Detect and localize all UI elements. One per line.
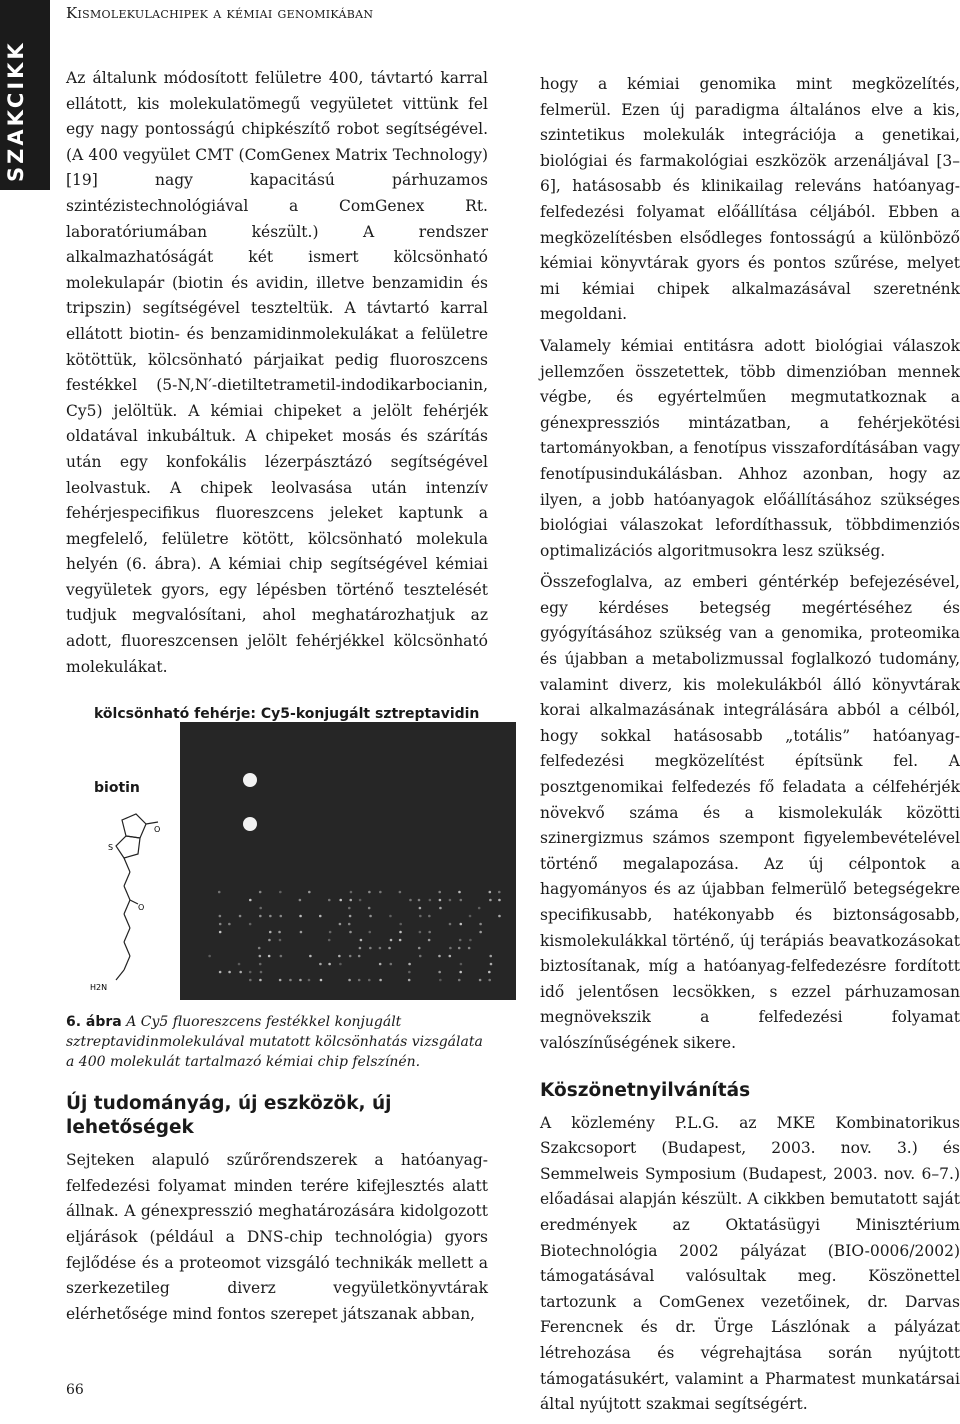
chip-spot xyxy=(448,955,451,958)
chip-spot xyxy=(359,899,362,902)
chip-spot xyxy=(259,915,262,918)
chip-spot xyxy=(299,915,302,918)
chip-spot xyxy=(379,963,382,966)
chip-spot xyxy=(449,899,452,902)
chip-spot xyxy=(259,907,262,910)
chip-spot xyxy=(489,899,492,902)
chip-spot xyxy=(368,907,371,910)
chip-spot xyxy=(219,971,222,974)
chip-spot xyxy=(258,947,261,950)
chip-spot xyxy=(408,963,411,966)
figure-title: kölcsönható fehérje: Cy5-konjugált sztreptavidin xyxy=(94,706,480,723)
chip-spot xyxy=(299,979,302,982)
chip-spot xyxy=(379,947,382,950)
chip-spot xyxy=(249,971,252,974)
chip-spot xyxy=(399,931,402,934)
chip-spot xyxy=(339,899,342,902)
chip-spot xyxy=(339,963,342,966)
chip-spot xyxy=(460,963,463,966)
chip-spot xyxy=(358,979,361,982)
chip-spot xyxy=(328,939,331,942)
svg-text:S: S xyxy=(108,843,114,853)
chip-spot xyxy=(289,979,292,982)
biotin-structure-icon xyxy=(88,806,168,996)
chip-spot xyxy=(339,923,342,926)
chip-spot xyxy=(350,891,353,894)
chip-spot xyxy=(428,931,431,934)
chip-spot xyxy=(439,907,442,910)
figure-caption xyxy=(66,1012,488,1072)
chip-spot xyxy=(249,899,252,902)
chip-spot xyxy=(379,979,382,982)
caption-label: 6. ábra xyxy=(66,1014,122,1031)
chip-spot xyxy=(498,891,501,894)
chip-spot xyxy=(478,907,481,910)
chip-spot xyxy=(439,899,442,902)
chip-spot xyxy=(308,979,311,982)
chip-spot xyxy=(279,915,282,918)
chip-spot xyxy=(479,923,482,926)
chip-spot xyxy=(368,931,371,934)
chip-spots xyxy=(180,722,516,1000)
chip-spot xyxy=(449,947,452,950)
chip-spot xyxy=(389,915,392,918)
chip-spot xyxy=(268,939,271,942)
chip-spot xyxy=(269,931,272,934)
chip-spot xyxy=(300,931,303,934)
chip-spot xyxy=(368,979,371,982)
left-paragraph-2: Sejteken alapuló szűrőrendszerek a hatóanyag-felfedezési folyamat minden terére kifejlesztés alatt állnak. A génexpresszió meghatározására kidolgozott eljárások (például a DNS-chip technológia) gyors fejlődése és a proteomot vizsgáló technikák mellett a szerkezetileg diverz vegyületkönyvtárak elérhetősége mind fontos szerepet játszanak abban, xyxy=(66,1151,488,1323)
chip-spot xyxy=(389,963,392,966)
figure-6 xyxy=(66,702,480,1002)
chip-spot xyxy=(458,891,461,894)
chip-spot xyxy=(309,955,312,958)
chip-spot xyxy=(369,947,372,950)
acknowledgements-heading: Köszönetnyilvánítás xyxy=(540,1079,751,1101)
chip-spot xyxy=(489,955,492,958)
section-tab-label: SZAKCIKK xyxy=(4,40,28,182)
caption-text: A Cy5 fluoreszcens festékkel konjugált sztreptavidinmolekulával mutatott kölcsönhatás vizsgálata a 400 molekulát tartalmazó kémiai chip felszínén. xyxy=(66,1014,483,1071)
chip-spot xyxy=(348,923,351,926)
chip-spot xyxy=(418,947,421,950)
chip-spot xyxy=(459,923,462,926)
chip-scan-image xyxy=(180,722,516,1000)
chip-spot xyxy=(419,955,422,958)
positive-spot xyxy=(243,773,257,787)
chip-spot xyxy=(219,915,222,918)
chip-spot xyxy=(428,915,431,918)
chip-spot xyxy=(458,979,461,982)
chip-spot xyxy=(408,979,411,982)
chip-spot xyxy=(428,939,431,942)
chip-spot xyxy=(360,939,363,942)
chip-spot xyxy=(228,923,231,926)
biotin-label: biotin xyxy=(94,780,140,797)
chip-spot xyxy=(468,947,471,950)
chip-spot xyxy=(249,923,252,926)
chip-spot xyxy=(218,891,221,894)
right-column xyxy=(540,72,960,1424)
chip-spot xyxy=(419,931,422,934)
chip-spot xyxy=(268,955,271,958)
chip-spot xyxy=(349,899,352,902)
chip-spot xyxy=(228,971,231,974)
chip-spot xyxy=(208,955,211,958)
chip-spot xyxy=(408,971,411,974)
chip-spot xyxy=(498,899,501,902)
chip-spot xyxy=(498,915,501,918)
chip-spot xyxy=(259,891,262,894)
chip-spot xyxy=(439,979,442,982)
chip-spot xyxy=(328,963,331,966)
chip-spot xyxy=(219,923,222,926)
chip-spot xyxy=(399,923,402,926)
chip-spot xyxy=(479,979,482,982)
running-title: Kismolekulachipek a kémiai genomikában xyxy=(66,4,374,22)
chip-spot xyxy=(279,979,282,982)
right-paragraph-1: hogy a kémiai genomika mint megközelítés, felmerül. Ezen új paradigma általános elve a kis, szintetikus molekulák integrációja a genetikai, biológiai és farmakológiai eszközök arzenáljával [3–6], hatásosabb és klinikailag releváns hatóanyag-felfedezési folyamat előállítása céljából. Ebben a megközelítésben elsődleges fontosságú a különböző kémiai könyvtárak gyors és pontos szűrése, melyet mi kémiai chipek alkalmazásával szeretnénk megoldani. xyxy=(540,75,960,324)
chip-spot xyxy=(219,931,222,934)
chip-spot xyxy=(390,939,393,942)
right-paragraph-4: A közlemény P.L.G. az MKE Kombinatorikus Szakcsoport (Budapest, 2003. nov. 3.) és Semmelweis Symposium (Budapest, 2003. nov. 6–7.) előadásai alapján készült. A cikkben bemutatott saját eredmények az Oktatásügyi Minisztérium Biotechnológia 2002 pályázat (BIO-0006/2002) támogatásával valósultak meg. Köszönettel tartozunk a ComGenex vezetőinek, dr. Darvas Ferencnek és dr. Ürge Lászlónak a pályázat létrehozása és végrehajtása során nyújtott támogatásukért, valamint a Pharmatest munkatársai által nyújtott szakmai segítségért. xyxy=(540,1113,960,1414)
chip-spot xyxy=(280,955,283,958)
chip-spot xyxy=(299,899,302,902)
chip-spot xyxy=(379,891,382,894)
chip-spot xyxy=(239,971,242,974)
chip-spot xyxy=(369,915,372,918)
chip-spot xyxy=(388,947,391,950)
right-paragraph-3: Összefoglalva, az emberi géntérkép befejezésével, egy kérdéses betegség megértéséhez és gyógyításához szükség van a genomika, proteomika és újabban a metabolizmussal foglalkozó tudomány, valamint diverz, kis molekulákból álló könyvtárak korai alkalmazásának integrálására abból a célból, hogy sokkal hatásosabb „totális” hatóanyag-felfedezési megközelítést építsünk fel. A posztgenomikai felfedezés fő feladata a célfehérjék növekvő száma és a kismolekulák közötti szinergizmus számos szempont figyelembevételével történő megalapozása. Az új célpontok a hagyományos és az újabban felmerülő betegségekre specifikusabb, hatékonyabb és biztonságosabb, kismolekulákkal történő, új terápiás beavatkozásokat biztosítanak, míg a hatóanyag-felfedezésre fordított idő jelentősen lecsökken, s ezzel párhuzamosan megnövekszik a felfedezési folyamat valószínűségének sikere. xyxy=(540,573,960,1052)
chip-spot xyxy=(458,947,461,950)
page-number: 66 xyxy=(66,1382,84,1398)
right-paragraph-2: Valamely kémiai entitásra adott biológiai válaszok jellemzően összetettek, több dimenzióban mennek végbe, és egyértelműen megmutatkoznak a génexpressziós mintázatban, a fehérjekötési tartományokban, a fenotípus visszafordításában vagy fenotípusindukálásban. Ahhoz azonban, hogy az ilyen, a jobb hatóanyagok előállításához szükséges biológiai válaszokat lefordíthassuk, többdimenziós optimalizációs algoritmusokra lesz szükség. xyxy=(540,336,960,560)
chip-spot xyxy=(278,931,281,934)
chip-spot xyxy=(409,899,412,902)
chip-spot xyxy=(399,891,402,894)
amine-label: H2N xyxy=(90,983,108,993)
chip-spot xyxy=(239,915,242,918)
chip-spot xyxy=(368,891,371,894)
chip-spot xyxy=(319,915,322,918)
chip-spot xyxy=(249,979,252,982)
chip-spot xyxy=(419,907,422,910)
chip-spot xyxy=(358,955,361,958)
chip-spot xyxy=(349,915,352,918)
chip-spot xyxy=(320,979,323,982)
chip-spot xyxy=(459,939,462,942)
chip-spot xyxy=(260,971,263,974)
chip-spot xyxy=(259,963,262,966)
chip-spot xyxy=(399,939,402,942)
section-tab xyxy=(0,0,50,190)
chip-spot xyxy=(259,979,262,982)
chip-spot xyxy=(238,963,241,966)
chip-spot xyxy=(488,971,491,974)
chip-spot xyxy=(308,891,311,894)
section-heading: Új tudományág, új eszközök, új lehetőségek xyxy=(66,1093,392,1139)
chip-spot xyxy=(349,931,352,934)
chip-spot xyxy=(489,891,492,894)
chip-spot xyxy=(438,955,441,958)
chip-spot xyxy=(329,931,332,934)
chip-spot xyxy=(469,939,472,942)
chip-spot xyxy=(459,899,462,902)
svg-text:O: O xyxy=(138,903,145,913)
chip-spot xyxy=(348,907,351,910)
chip-spot xyxy=(449,923,452,926)
chip-spot xyxy=(349,955,352,958)
chip-spot xyxy=(328,899,331,902)
chip-spot xyxy=(429,899,432,902)
chip-spot xyxy=(319,963,322,966)
svg-text:O: O xyxy=(154,825,161,835)
chip-spot xyxy=(279,891,282,894)
chip-spot xyxy=(269,915,272,918)
chip-spot xyxy=(348,979,351,982)
chip-spot xyxy=(488,979,491,982)
left-column xyxy=(66,66,488,1333)
chip-spot xyxy=(279,939,282,942)
chip-spot xyxy=(438,971,441,974)
chip-spot xyxy=(259,955,262,958)
left-paragraph-1: Az általunk módosított felületre 400, távtartó karral ellátott, kis molekulatömegű vegyületet vittünk fel egy nagy pontosságú chipkészítő robot segítségével. (A 400 vegyület CMT (ComGenex Matrix Technology) [19] nagy kapacitású párhuzamos szintézistechnológiával a ComGenex Rt. laboratóriumában készült.) A rendszer alkalmazhatóságát két ismert kölcsönható molekulapár (biotin és avidin, illetve benzamidin és tripszin) segítségével teszteltük. A távtartó karral ellátott biotin- és benzamidinmolekulákat a felületre kötöttük, kölcsönható párjaikat pedig fluoroszcens festékkel (5-N,N′-dietiltetrametil-indodikarbocianin, Cy5) jelöltük. A kémiai chipeket a jelölt fehérjék oldatával inkubáltuk. A chipeket mosás és szárítás után egy konfokális lézerpásztázó segítségével leolvastuk. A chipek leolvasása után intenzív fehérjespecifikus fluoreszcens jeleket kaptunk a megfelelő, felületre kötött, kölcsönható molekula helyén (6. ábra). A kémiai chip segítségével kémiai vegyületek gyors, egy lépésben történő tesztelését tudjuk megvalósítani, ahol meghatározhatjuk az adott, fluoreszcensen jelölt fehérjékkel kölcsönható molekulákat. xyxy=(66,69,488,676)
chip-spot xyxy=(419,915,422,918)
chip-spot xyxy=(338,955,341,958)
chip-spot xyxy=(359,947,362,950)
chip-spot xyxy=(459,971,462,974)
chip-spot xyxy=(479,931,482,934)
positive-spot xyxy=(243,817,257,831)
chip-spot xyxy=(469,915,472,918)
chip-spot xyxy=(490,963,493,966)
chip-spot xyxy=(438,891,441,894)
chip-spot xyxy=(418,899,421,902)
